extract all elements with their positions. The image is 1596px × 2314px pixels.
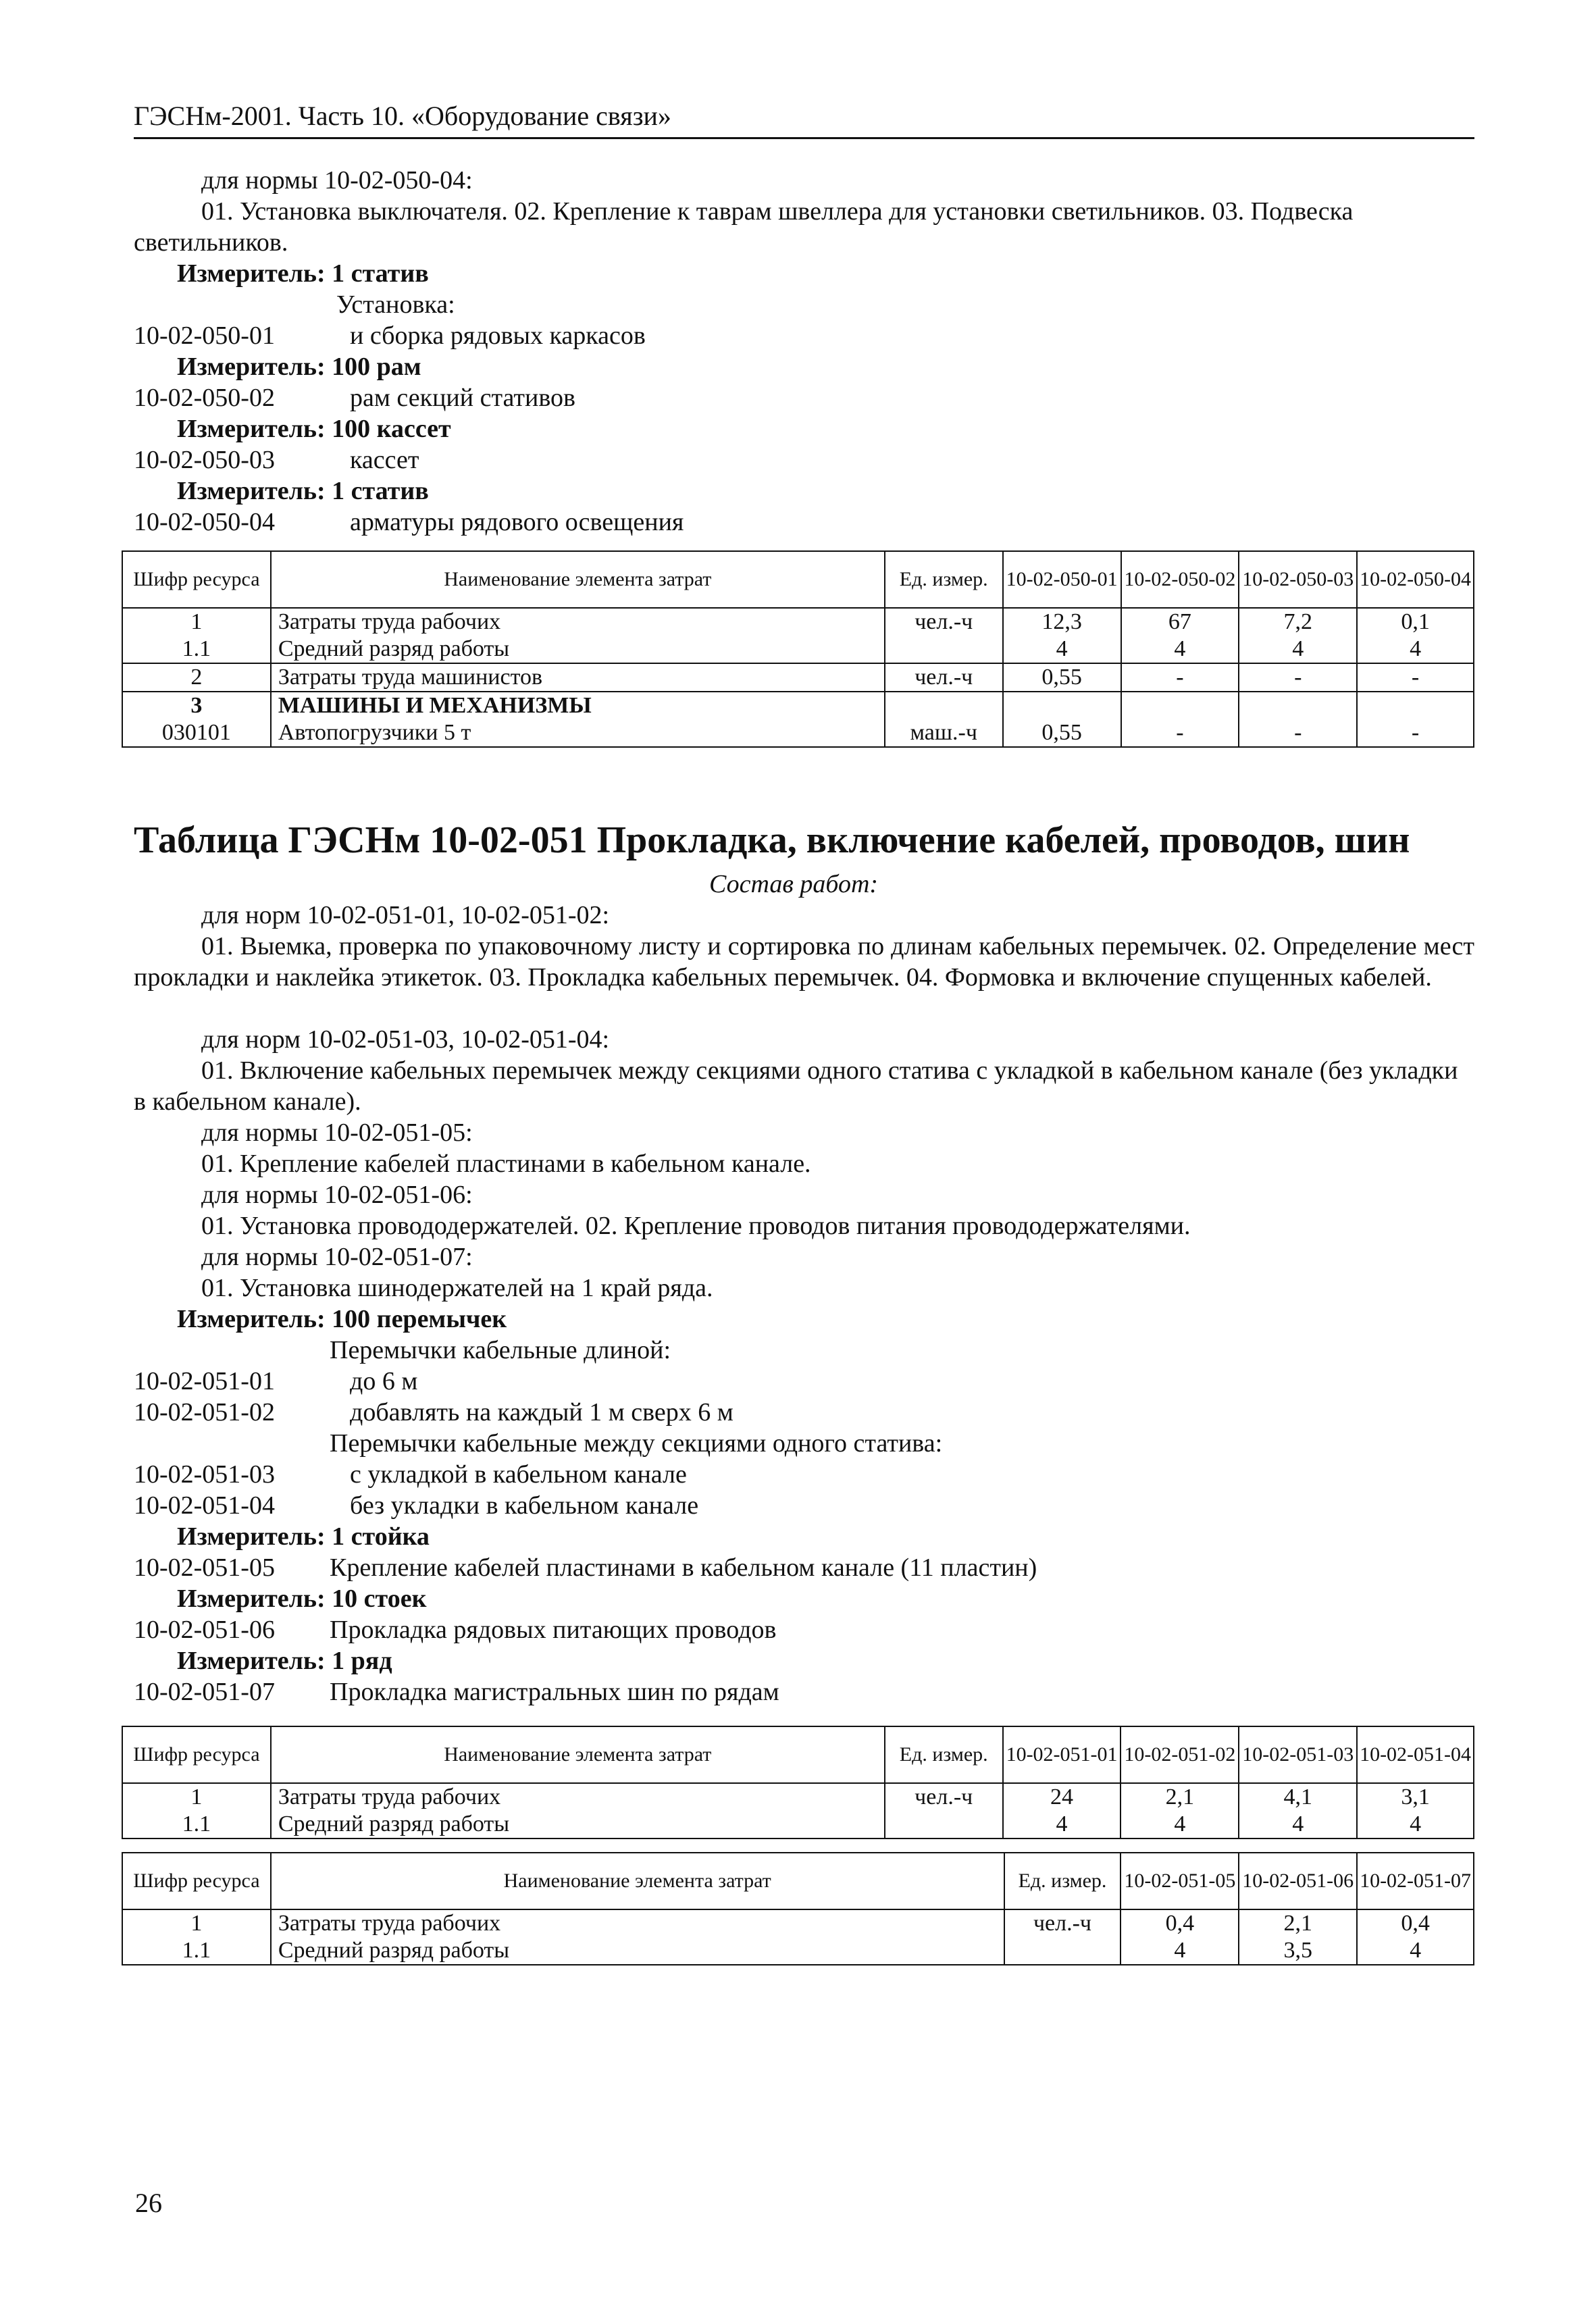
norm-row [134,444,419,475]
resource-table-3 [122,1852,1474,1965]
measure-label: Измеритель: 1 статив [177,477,429,505]
measure-label: Измеритель: 1 статив [177,259,429,288]
table-cell: Затраты труда рабочих [271,1909,1004,1937]
work-description: 01. Установка выключателя. 02. Крепление к таврам швеллера для установки светильников. 03. Подвеска светильников. [134,197,1354,257]
norm-row [134,507,684,538]
column-header: 10-02-051-01 [1003,1726,1121,1783]
table-cell: Затраты труда рабочих [271,608,885,636]
table-cell: 0,4 [1121,1909,1239,1937]
column-header: 10-02-051-05 [1121,1853,1239,1909]
norm-text: с укладкой в кабельном канале [350,1460,687,1489]
group-label: Перемычки кабельные длиной: [330,1336,671,1364]
norm-code: 10-02-051-03 [134,1460,275,1489]
norm-code: 10-02-051-04 [134,1491,275,1520]
page-number: 26 [135,2188,162,2218]
norm-code: 10-02-051-02 [134,1398,275,1426]
work-description: 01. Крепление кабелей пластинами в кабельном канале. [201,1150,811,1178]
norm-code: 10-02-051-05 [134,1553,275,1582]
table-cell: 4 [1357,1937,1474,1965]
table-cell: 2,1 [1121,1783,1239,1811]
norm-text: и сборка рядовых каркасов [350,322,646,350]
column-header: 10-02-050-03 [1239,551,1357,608]
norm-ref: для нормы 10-02-051-06: [201,1181,473,1209]
column-header: Ед. измер. [885,1726,1003,1783]
column-header: Наименование элемента затрат [271,1853,1004,1909]
table-cell [1003,692,1121,719]
norm-row [134,382,575,413]
group-label: Установка: [336,290,455,319]
column-header: 10-02-051-06 [1239,1853,1357,1909]
column-header: Шифр ресурса [122,1853,271,1909]
table-cell: чел.-ч [1004,1909,1121,1937]
norm-code: 10-02-051-01 [134,1367,275,1395]
table-cell: 3 [122,692,271,719]
table-row [122,663,1474,692]
table-cell: 1.1 [122,636,271,663]
work-description: 01. Установка шинодержателей на 1 край ряда. [201,1274,713,1302]
table-cell: 4 [1357,1811,1474,1839]
table-header-row [122,551,1474,608]
table-row [122,719,1474,747]
table-row [122,1783,1474,1811]
table-cell: - [1239,663,1357,692]
column-header: Наименование элемента затрат [271,551,885,608]
resource-table-2 [122,1726,1474,1839]
measure-label: Измеритель: 1 стойка [177,1522,430,1551]
norm-code: 10-02-051-07 [134,1678,275,1706]
table-cell: Затраты труда рабочих [271,1783,885,1811]
table-cell: 0,1 [1357,608,1474,636]
table-cell: 0,55 [1003,719,1121,747]
norm-row [134,1397,733,1428]
column-header: Ед. измер. [885,551,1003,608]
table-cell: 1.1 [122,1811,271,1839]
measure-label: Измеритель: 10 стоек [177,1585,427,1613]
table-cell: Автопогрузчики 5 т [271,719,885,747]
norm-row [134,320,646,351]
table-row [122,1909,1474,1937]
subtitle: Состав работ: [709,870,879,898]
group-label: Перемычки кабельные между секциями одного статива: [330,1429,943,1458]
table-header-row [122,1726,1474,1783]
norm-code: 10-02-051-06 [134,1616,275,1644]
table-cell: 1 [122,1909,271,1937]
table-cell [1121,692,1239,719]
norm-text: Прокладка магистральных шин по рядам [330,1678,779,1706]
table-cell: 67 [1121,608,1239,636]
table-cell [1239,692,1357,719]
table-cell: 24 [1003,1783,1121,1811]
norm-ref: для нормы 10-02-050-04: [201,166,473,195]
table-cell: МАШИНЫ И МЕХАНИЗМЫ [271,692,885,719]
table-cell: 0,55 [1003,663,1121,692]
table-cell: - [1357,663,1474,692]
norm-text: кассет [350,446,419,474]
norm-code: 10-02-050-01 [134,322,275,350]
norm-text: рам секций стативов [350,384,575,412]
table-cell: Средний разряд работы [271,636,885,663]
table-cell: Затраты труда машинистов [271,663,885,692]
column-header: Шифр ресурса [122,551,271,608]
norm-ref: для норм 10-02-051-01, 10-02-051-02: [201,901,610,929]
norm-ref: для норм 10-02-051-03, 10-02-051-04: [201,1025,610,1054]
table-cell: чел.-ч [885,1783,1003,1811]
column-header: 10-02-051-03 [1239,1726,1357,1783]
column-header: 10-02-050-04 [1357,551,1474,608]
measure-label: Измеритель: 100 кассет [177,415,451,443]
table-cell: 4 [1239,636,1357,663]
table-cell [885,636,1003,663]
norm-code: 10-02-050-04 [134,508,275,536]
table-cell: 4,1 [1239,1783,1357,1811]
table-cell: Средний разряд работы [271,1937,1004,1965]
table-cell: 4 [1003,636,1121,663]
table-cell: 4 [1003,1811,1121,1839]
column-header: 10-02-050-01 [1003,551,1121,608]
table-cell: 030101 [122,719,271,747]
norm-code: 10-02-050-03 [134,446,275,474]
table-cell: 1.1 [122,1937,271,1965]
table-title: Таблица ГЭСНм 10-02-051 Прокладка, включение кабелей, проводов, шин [134,819,1410,861]
table-cell [1004,1937,1121,1965]
column-header: 10-02-051-04 [1357,1726,1474,1783]
norm-text: Прокладка рядовых питающих проводов [330,1616,777,1644]
norm-text: без укладки в кабельном канале [350,1491,699,1520]
table-cell: 4 [1121,636,1239,663]
measure-label: Измеритель: 1 ряд [177,1647,392,1675]
table-cell: - [1239,719,1357,747]
column-header: 10-02-051-02 [1121,1726,1239,1783]
column-header: 10-02-051-07 [1357,1853,1474,1909]
norm-row [134,1490,698,1521]
table-cell: 1 [122,608,271,636]
table-row [122,1937,1474,1965]
table-cell: 7,2 [1239,608,1357,636]
table-cell: - [1357,719,1474,747]
table-cell: 4 [1357,636,1474,663]
work-description: 01. Выемка, проверка по упаковочному листу и сортировка по длинам кабельных перемычек. 02. Определение мест прокладки и наклейка этикеток. 03. Прокладка кабельных перемычек. 04. Формовка и включение спущенных кабелей. [134,932,1474,992]
norm-row [134,1459,687,1490]
table-cell: 12,3 [1003,608,1121,636]
work-description: 01. Установка провододержателей. 02. Крепление проводов питания провододержателями. [201,1212,1191,1240]
table-cell: 0,4 [1357,1909,1474,1937]
table-cell: маш.-ч [885,719,1003,747]
table-cell: 4 [1239,1811,1357,1839]
table-cell: 3,1 [1357,1783,1474,1811]
table-row [122,608,1474,636]
column-header: Шифр ресурса [122,1726,271,1783]
measure-label: Измеритель: 100 рам [177,353,421,381]
norm-row [134,1366,417,1397]
norm-code: 10-02-050-02 [134,384,275,412]
norm-text: до 6 м [350,1367,418,1395]
table-row [122,692,1474,719]
page-header: ГЭСНм-2001. Часть 10. «Оборудование связи» [134,100,1474,139]
norm-row [134,1676,779,1707]
table-cell: 3,5 [1239,1937,1357,1965]
table-cell: - [1121,719,1239,747]
table-cell: чел.-ч [885,663,1003,692]
norm-text: арматуры рядового освещения [350,508,684,536]
table-cell: 1 [122,1783,271,1811]
table-cell: 4 [1121,1811,1239,1839]
table-row [122,1811,1474,1839]
table-cell [885,692,1003,719]
table-cell: Средний разряд работы [271,1811,885,1839]
column-header: Наименование элемента затрат [271,1726,885,1783]
norm-row [134,1552,1037,1583]
column-header: Ед. измер. [1004,1853,1121,1909]
table-cell [885,1811,1003,1839]
column-header: 10-02-050-02 [1121,551,1239,608]
table-cell: чел.-ч [885,608,1003,636]
work-description: 01. Включение кабельных перемычек между секциями одного статива с укладкой в кабельном канале (без укладки в кабельном канале). [134,1056,1458,1116]
table-row [122,636,1474,663]
norm-text: добавлять на каждый 1 м сверх 6 м [350,1398,733,1426]
table-cell: 4 [1121,1937,1239,1965]
table-cell [1357,692,1474,719]
norm-row [134,1614,776,1645]
table-cell: 2 [122,663,271,692]
table-cell: - [1121,663,1239,692]
resource-table-1 [122,550,1474,748]
measure-label: Измеритель: 100 перемычек [177,1305,507,1333]
table-header-row [122,1853,1474,1909]
norm-ref: для нормы 10-02-051-07: [201,1243,473,1271]
norm-ref: для нормы 10-02-051-05: [201,1119,473,1147]
norm-text: Крепление кабелей пластинами в кабельном канале (11 пластин) [330,1553,1037,1582]
table-cell: 2,1 [1239,1909,1357,1937]
